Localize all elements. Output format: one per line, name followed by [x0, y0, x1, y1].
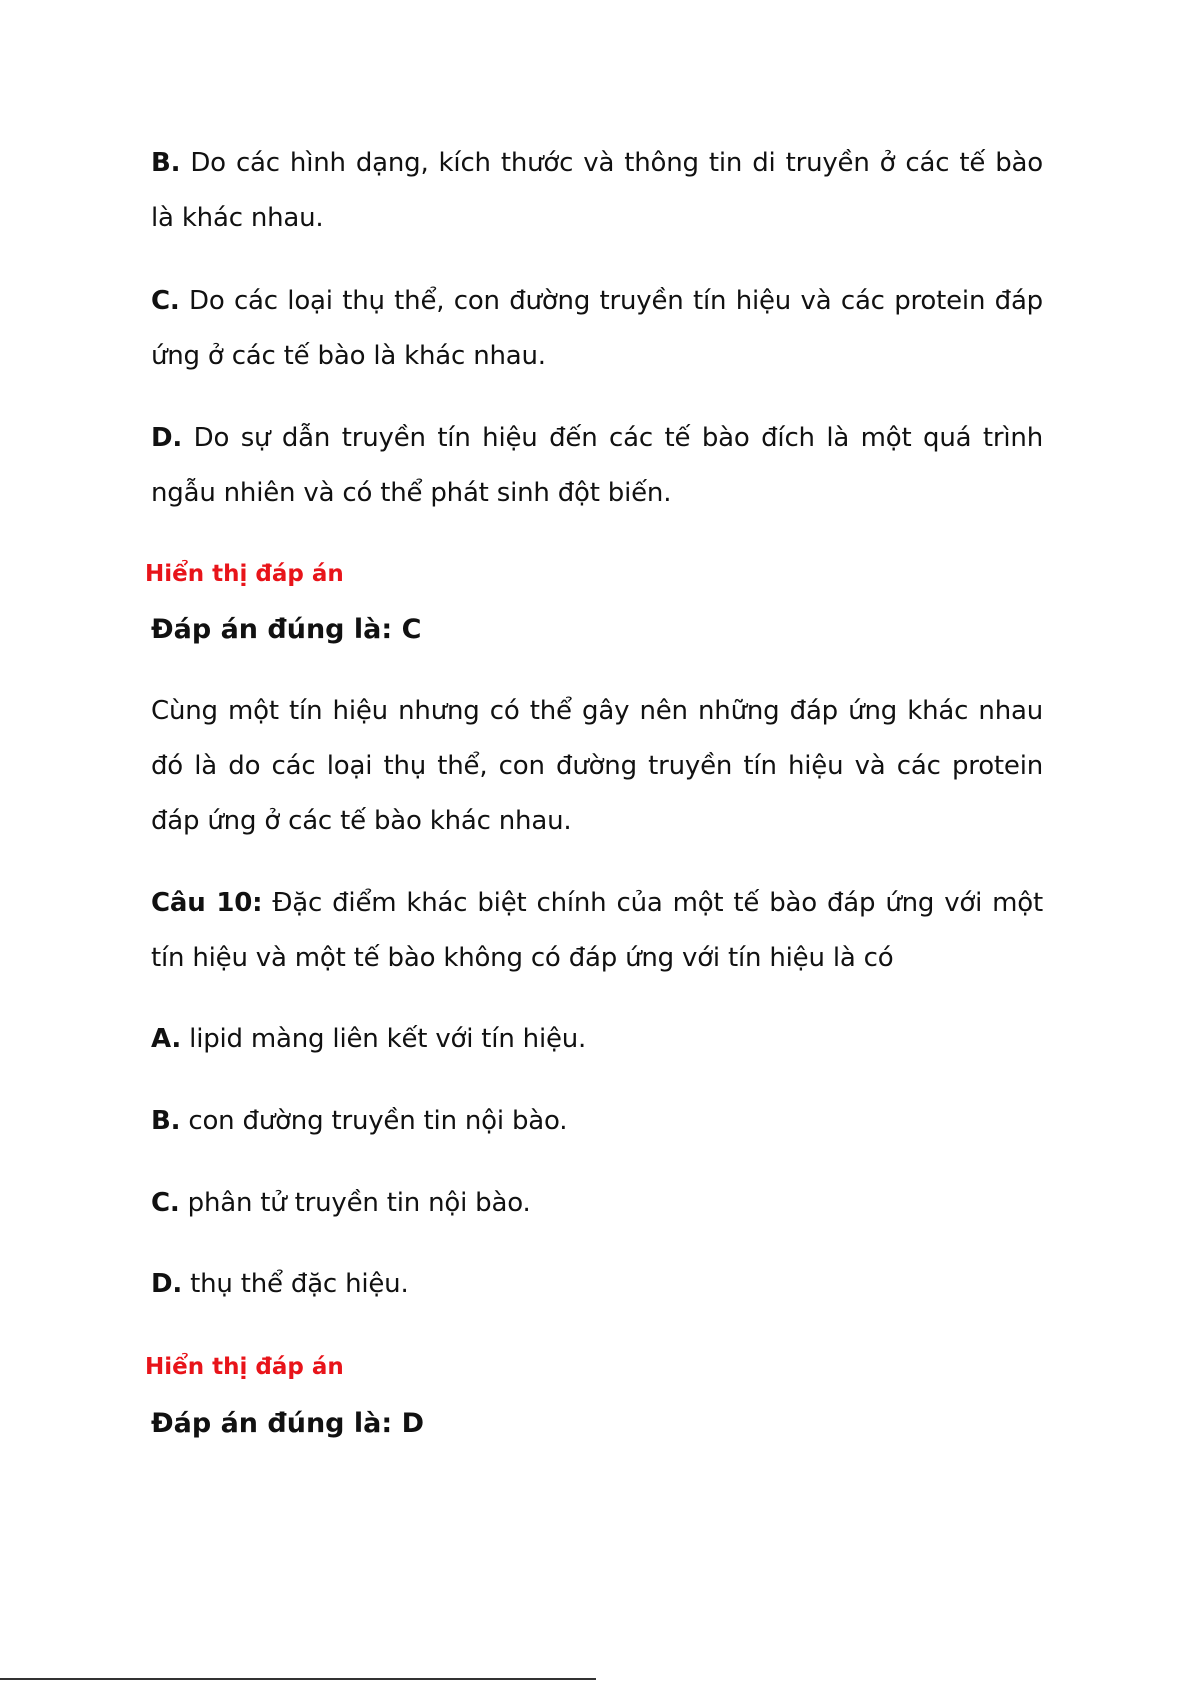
q10-option-a — [151, 1012, 1043, 1067]
q9-option-c-letter: C. — [151, 286, 180, 316]
q10-option-b — [151, 1094, 1043, 1149]
q9-correct-answer: Đáp án đúng là: C — [151, 614, 422, 645]
q10-option-a-letter: A. — [151, 1024, 182, 1054]
q10-option-d-text: thụ thể đặc hiệu. — [190, 1269, 409, 1299]
q9-option-d-text: Do sự dẫn truyền tín hiệu đến các tế bào đích là một quá trình ngẫu nhiên và có thể phát sinh đột biến. — [151, 423, 1043, 508]
q9-option-d — [151, 411, 1043, 521]
q9-option-b-letter: B. — [151, 148, 181, 178]
q9-option-b-text: Do các hình dạng, kích thước và thông tin di truyền ở các tế bào là khác nhau. — [151, 148, 1043, 233]
q10-question — [151, 876, 1043, 986]
q9-option-d-letter: D. — [151, 423, 183, 453]
q9-option-c — [151, 274, 1043, 384]
q10-option-c-text: phân tử truyền tin nội bào. — [187, 1188, 531, 1218]
q10-option-d-letter: D. — [151, 1269, 183, 1299]
q10-correct-answer: Đáp án đúng là: D — [151, 1408, 424, 1439]
q10-question-text: Đặc điểm khác biệt chính của một tế bào đáp ứng với một tín hiệu và một tế bào không có đáp ứng với tín hiệu là có — [151, 888, 1043, 973]
q10-option-d — [151, 1257, 1043, 1312]
q9-option-c-text: Do các loại thụ thể, con đường truyền tín hiệu và các protein đáp ứng ở các tế bào là khác nhau. — [151, 286, 1043, 371]
q10-option-c — [151, 1176, 1043, 1231]
q9-show-answer-link[interactable]: Hiển thị đáp án — [145, 561, 344, 587]
q9-option-b — [151, 136, 1043, 246]
q10-option-b-text: con đường truyền tin nội bào. — [188, 1106, 568, 1136]
footer-divider — [0, 1678, 596, 1680]
q10-show-answer-link[interactable]: Hiển thị đáp án — [145, 1354, 344, 1380]
q10-label: Câu 10: — [151, 888, 263, 918]
q10-option-a-text: lipid màng liên kết với tín hiệu. — [189, 1024, 587, 1054]
q9-explanation: Cùng một tín hiệu nhưng có thể gây nên những đáp ứng khác nhau đó là do các loại thụ thể, con đường truyền tín hiệu và các protein đáp ứng ở các tế bào khác nhau. — [151, 696, 1043, 836]
q10-option-c-letter: C. — [151, 1188, 180, 1218]
q10-option-b-letter: B. — [151, 1106, 181, 1136]
